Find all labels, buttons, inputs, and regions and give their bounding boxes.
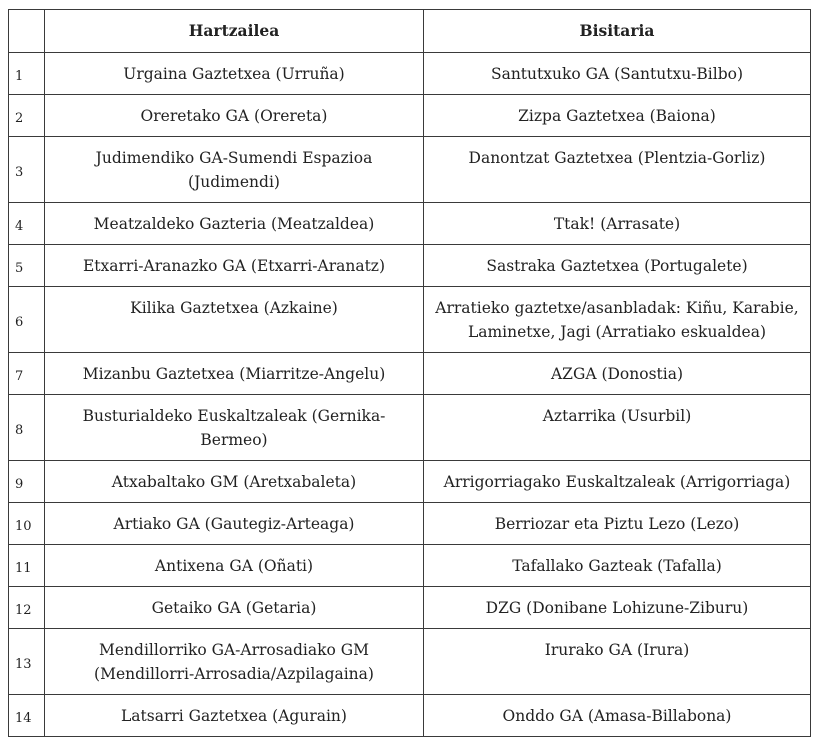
row-number: 13 — [9, 629, 45, 695]
row-number: 4 — [9, 203, 45, 245]
row-number: 2 — [9, 95, 45, 137]
host-cell: Getaiko GA (Getaria) — [45, 587, 424, 629]
guest-cell: DZG (Donibane Lohizune-Ziburu) — [424, 587, 811, 629]
host-cell: Urgaina Gaztetxea (Urruña) — [45, 53, 424, 95]
guest-cell: Santutxuko GA (Santutxu-Bilbo) — [424, 53, 811, 95]
row-number: 11 — [9, 545, 45, 587]
row-number: 12 — [9, 587, 45, 629]
guest-cell: Tafallako Gazteak (Tafalla) — [424, 545, 811, 587]
guest-cell: Onddo GA (Amasa-Billabona) — [424, 695, 811, 737]
row-number: 3 — [9, 137, 45, 203]
guest-cell: Aztarrika (Usurbil) — [424, 395, 811, 461]
guest-cell: Berriozar eta Piztu Lezo (Lezo) — [424, 503, 811, 545]
table-row — [9, 545, 811, 587]
row-number: 7 — [9, 353, 45, 395]
table-row — [9, 137, 811, 203]
header-host: Hartzailea — [45, 10, 424, 53]
table-row — [9, 95, 811, 137]
row-number: 6 — [9, 287, 45, 353]
table-row — [9, 503, 811, 545]
table-row — [9, 53, 811, 95]
table-row — [9, 245, 811, 287]
row-number: 9 — [9, 461, 45, 503]
header-row — [9, 10, 811, 53]
guest-cell: Zizpa Gaztetxea (Baiona) — [424, 95, 811, 137]
host-cell: Judimendiko GA-Sumendi Espazioa (Judimendi) — [45, 137, 424, 203]
host-cell: Kilika Gaztetxea (Azkaine) — [45, 287, 424, 353]
guest-cell: Arratieko gaztetxe/asanbladak: Kiñu, Karabie, Laminetxe, Jagi (Arratiako eskualdea) — [424, 287, 811, 353]
guest-cell: Arrigorriagako Euskaltzaleak (Arrigorriaga) — [424, 461, 811, 503]
table-row — [9, 287, 811, 353]
host-cell: Artiako GA (Gautegiz-Arteaga) — [45, 503, 424, 545]
header-guest: Bisitaria — [424, 10, 811, 53]
host-cell: Etxarri-Aranazko GA (Etxarri-Aranatz) — [45, 245, 424, 287]
host-cell: Latsarri Gaztetxea (Agurain) — [45, 695, 424, 737]
host-cell: Atxabaltako GM (Aretxabaleta) — [45, 461, 424, 503]
row-number: 14 — [9, 695, 45, 737]
header-number — [9, 10, 45, 53]
host-cell: Mizanbu Gaztetxea (Miarritze-Angelu) — [45, 353, 424, 395]
table-row — [9, 353, 811, 395]
table-row — [9, 461, 811, 503]
row-number: 10 — [9, 503, 45, 545]
guest-cell: Ttak! (Arrasate) — [424, 203, 811, 245]
host-cell: Mendillorriko GA-Arrosadiako GM (Mendillorri-Arrosadia/Azpilagaina) — [45, 629, 424, 695]
row-number: 5 — [9, 245, 45, 287]
table-row — [9, 695, 811, 737]
table-row — [9, 629, 811, 695]
table-row — [9, 203, 811, 245]
guest-cell: AZGA (Donostia) — [424, 353, 811, 395]
host-cell: Busturialdeko Euskaltzaleak (Gernika-Bermeo) — [45, 395, 424, 461]
host-cell: Oreretako GA (Orereta) — [45, 95, 424, 137]
guest-cell: Sastraka Gaztetxea (Portugalete) — [424, 245, 811, 287]
guest-cell: Irurako GA (Irura) — [424, 629, 811, 695]
host-cell: Antixena GA (Oñati) — [45, 545, 424, 587]
row-number: 8 — [9, 395, 45, 461]
host-cell: Meatzaldeko Gazteria (Meatzaldea) — [45, 203, 424, 245]
table-row — [9, 395, 811, 461]
guest-cell: Danontzat Gaztetxea (Plentzia-Gorliz) — [424, 137, 811, 203]
matchups-table — [8, 9, 811, 737]
table-row — [9, 587, 811, 629]
row-number: 1 — [9, 53, 45, 95]
